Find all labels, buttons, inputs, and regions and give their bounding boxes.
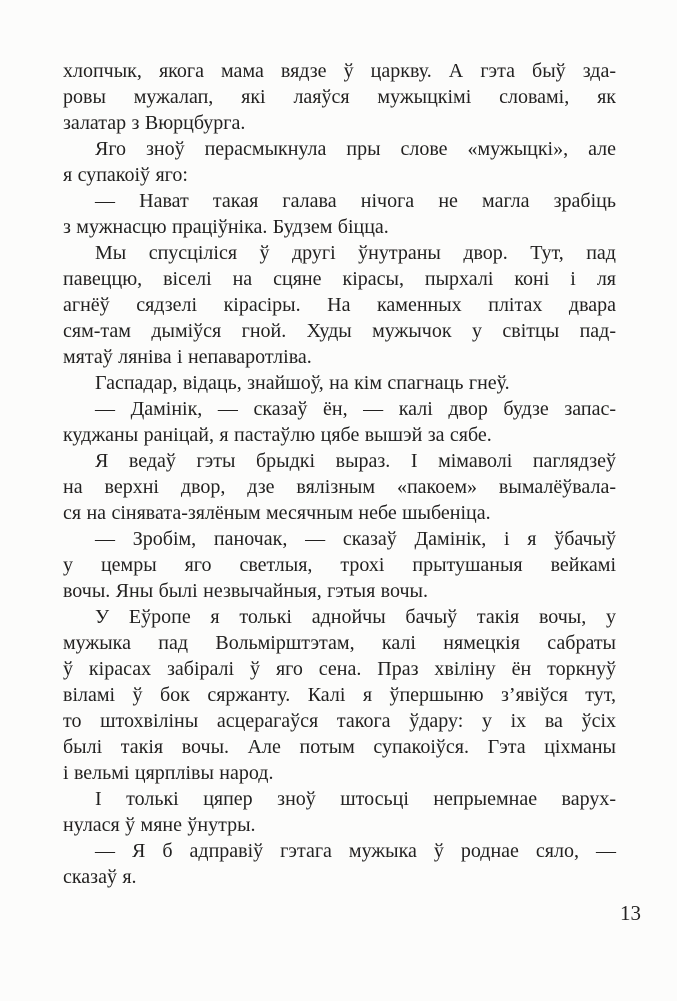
text-line: Яго зноў перасмыкнула пры слове «мужыцкі», але <box>95 138 616 160</box>
text-line: У Еўропе я толькі аднойчы бачыў такія вочы, у <box>95 606 616 628</box>
text-line: — Я б адправіў гэтага мужыка ў роднае сяло, — <box>95 840 616 862</box>
text-line: павеццю, віселі на сцяне кірасы, пырхалі коні і ля <box>63 268 616 290</box>
text-line: нулася ў мяне ўнутры. <box>63 814 256 836</box>
text-line: і вельмі цярплівы народ. <box>63 762 274 784</box>
text-line: Я ведаў гэты брыдкі выраз. І мімаволі паглядзеў <box>95 450 616 472</box>
page-number: 13 <box>620 901 641 925</box>
text-line: Мы спусціліся ў другі ўнутраны двор. Тут, пад <box>95 242 616 264</box>
text-line: куджаны раніцай, я пастаўлю цябе вышэй за сябе. <box>63 424 492 446</box>
text-line: я супакоіў яго: <box>63 164 188 186</box>
text-line: — Дамінік, — сказаў ён, — калі двор будзе запас- <box>95 398 616 420</box>
text-line: сям-там дыміўся гной. Худы мужычок у світцы пад- <box>63 320 616 342</box>
text-line: мужыка пад Вольмірштэтам, калі нямецкія сабраты <box>63 632 616 654</box>
text-line: з мужнасцю праціўніка. Будзем біцца. <box>63 216 389 238</box>
text-block <box>63 58 616 890</box>
text-line: вочы. Яны былі незвычайныя, гэтыя вочы. <box>63 580 428 602</box>
text-line: — Нават такая галава нічога не магла зрабіць <box>95 190 616 212</box>
text-line: былі такія вочы. Але потым супакоіўся. Гэта ціхманы <box>63 736 616 758</box>
text-line: сказаў я. <box>63 866 137 888</box>
text-line: віламі ў бок сяржанту. Калі я ўпершыню з’явіўся тут, <box>63 684 616 706</box>
text-line: Гаспадар, відаць, знайшоў, на кім спагнаць гнеў. <box>95 372 510 394</box>
text-line: мятаў ляніва і непаваротліва. <box>63 346 312 368</box>
text-line: — Зробім, паночак, — сказаў Дамінік, і я ўбачыў <box>95 528 616 550</box>
text-line: залатар з Вюрцбурга. <box>63 112 246 134</box>
text-line: то штохвіліны асцерагаўся такога ўдару: у іх ва ўсіх <box>63 710 616 732</box>
text-line: ў кірасах забіралі ў яго сена. Праз хвіліну ён торкнуў <box>63 658 616 680</box>
text-line: у цемры яго светлыя, трохі прытушаныя вейкамі <box>63 554 616 576</box>
text-line: ровы мужалап, які лаяўся мужыцкімі словамі, як <box>63 86 616 108</box>
text-line: І толькі цяпер зноў штосьці непрыемнае варух- <box>95 788 616 810</box>
text-line: хлопчык, якога мама вядзе ў царкву. А гэта быў зда- <box>63 60 616 82</box>
text-line: на верхні двор, дзе вялізным «пакоем» вымалёўвала- <box>63 476 616 498</box>
text-line: ся на сінявата-зялёным месячным небе шыбеніца. <box>63 502 491 524</box>
text-line: агнёў сядзелі кірасіры. На каменных плітах двара <box>63 294 616 316</box>
